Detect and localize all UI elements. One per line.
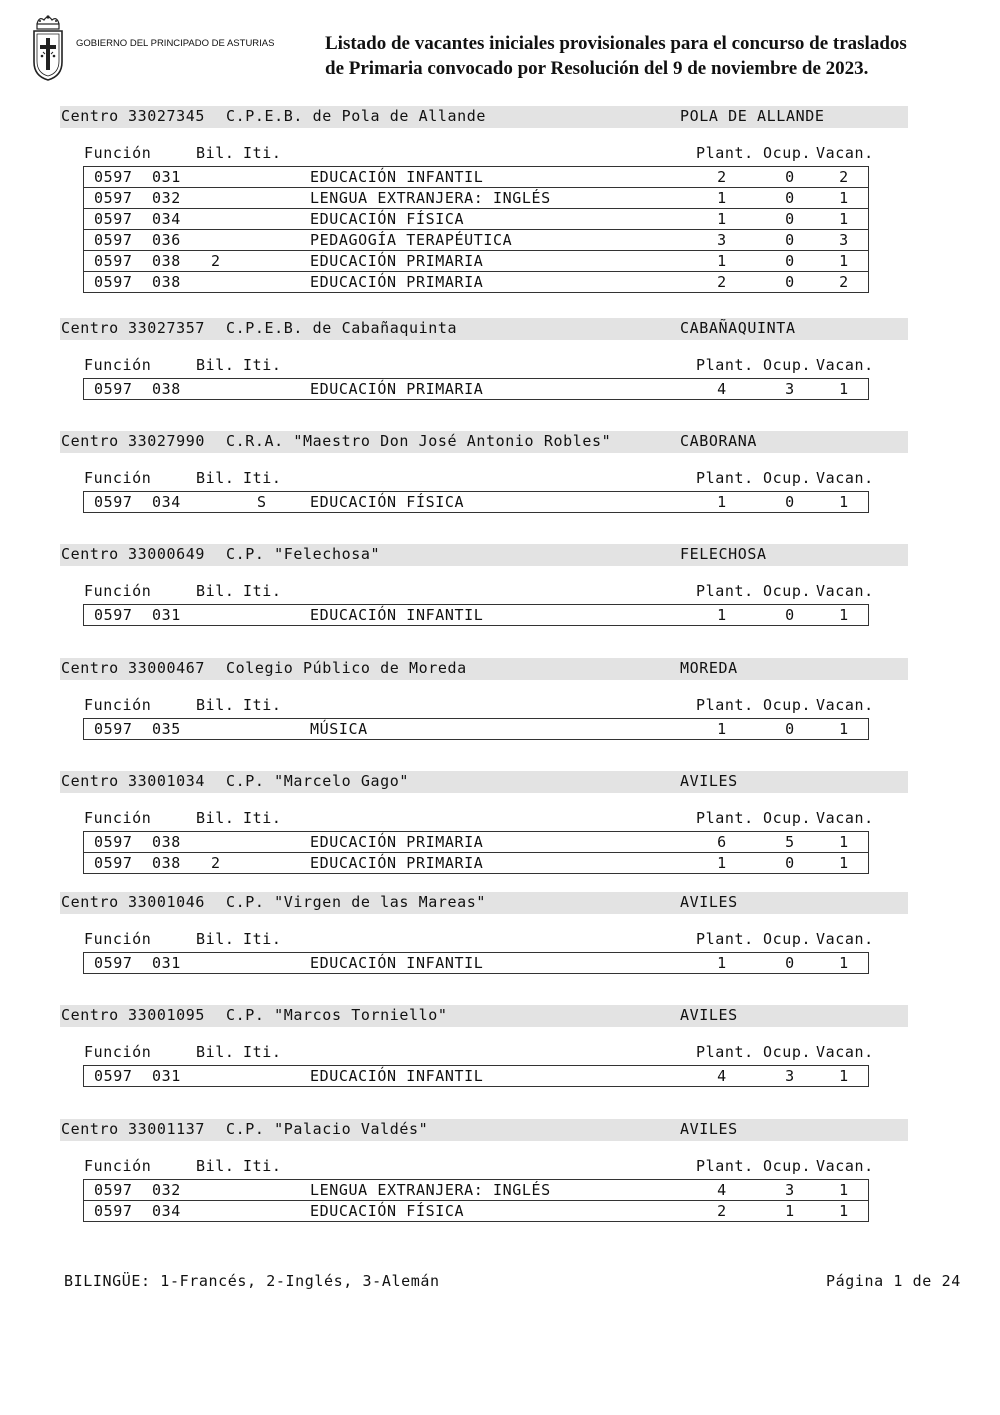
column-header-ocup: Ocup. bbox=[763, 696, 812, 714]
column-header-iti: Iti. bbox=[243, 582, 282, 600]
centro-code: 33000649 bbox=[128, 545, 206, 563]
centro-name: C.P.E.B. de Cabañaquinta bbox=[226, 319, 458, 337]
centro-label: Centro bbox=[61, 545, 119, 563]
especialidad-code: 032 bbox=[152, 1181, 181, 1199]
itinerante-flag: S bbox=[257, 493, 267, 511]
vacantes-value: 1 bbox=[839, 606, 849, 624]
plantilla-value: 2 bbox=[717, 273, 727, 291]
ocupadas-value: 0 bbox=[785, 954, 795, 972]
plantilla-value: 1 bbox=[717, 210, 727, 228]
centro-header bbox=[60, 771, 908, 793]
especialidad-code: 038 bbox=[152, 380, 181, 398]
column-header-plant: Plant. bbox=[696, 582, 754, 600]
table-row bbox=[83, 378, 869, 400]
column-header-vacan: Vacan. bbox=[816, 930, 874, 948]
column-header-plant: Plant. bbox=[696, 1157, 754, 1175]
especialidad-name: LENGUA EXTRANJERA: INGLÉS bbox=[310, 189, 551, 207]
centro-locality: AVILES bbox=[680, 1120, 738, 1138]
ocupadas-value: 3 bbox=[785, 380, 795, 398]
column-header-bil: Bil. bbox=[196, 1043, 235, 1061]
table-row bbox=[83, 718, 869, 740]
especialidad-code: 031 bbox=[152, 606, 181, 624]
centro-label: Centro bbox=[61, 432, 119, 450]
centro-name: C.P. "Marcelo Gago" bbox=[226, 772, 409, 790]
especialidad-name: EDUCACIÓN INFANTIL bbox=[310, 1067, 484, 1085]
centro-locality: FELECHOSA bbox=[680, 545, 767, 563]
column-header-iti: Iti. bbox=[243, 144, 282, 162]
cuerpo-code: 0597 bbox=[94, 833, 133, 851]
column-header-ocup: Ocup. bbox=[763, 930, 812, 948]
centro-header bbox=[60, 658, 908, 680]
vacancy-table bbox=[83, 1065, 869, 1087]
centro-header bbox=[60, 544, 908, 566]
title-line-2: de Primaria convocado por Resolución del 9 de noviembre de 2023. bbox=[325, 58, 869, 79]
ocupadas-value: 0 bbox=[785, 210, 795, 228]
column-header-plant: Plant. bbox=[696, 696, 754, 714]
plantilla-value: 3 bbox=[717, 231, 727, 249]
plantilla-value: 1 bbox=[717, 493, 727, 511]
column-header-bil: Bil. bbox=[196, 582, 235, 600]
centro-name: C.P. "Virgen de las Mareas" bbox=[226, 893, 487, 911]
cuerpo-code: 0597 bbox=[94, 606, 133, 624]
centro-code: 33000467 bbox=[128, 659, 206, 677]
column-header-funcion: Función bbox=[84, 696, 152, 714]
centro-code: 33001095 bbox=[128, 1006, 206, 1024]
ocupadas-value: 0 bbox=[785, 854, 795, 872]
vacantes-value: 2 bbox=[839, 273, 849, 291]
column-header-bil: Bil. bbox=[196, 469, 235, 487]
page-number: Página 1 de 24 bbox=[826, 1272, 961, 1290]
column-header-ocup: Ocup. bbox=[763, 469, 812, 487]
vacantes-value: 2 bbox=[839, 168, 849, 186]
column-header-ocup: Ocup. bbox=[763, 356, 812, 374]
column-header-plant: Plant. bbox=[696, 930, 754, 948]
centro-locality: CABAÑAQUINTA bbox=[680, 319, 796, 337]
centro-code: 33001137 bbox=[128, 1120, 206, 1138]
especialidad-name: EDUCACIÓN PRIMARIA bbox=[310, 833, 484, 851]
centro-name: C.R.A. "Maestro Don José Antonio Robles" bbox=[226, 432, 612, 450]
especialidad-name: EDUCACIÓN PRIMARIA bbox=[310, 273, 484, 291]
column-header-vacan: Vacan. bbox=[816, 469, 874, 487]
plantilla-value: 2 bbox=[717, 1202, 727, 1220]
column-header-ocup: Ocup. bbox=[763, 582, 812, 600]
especialidad-name: EDUCACIÓN INFANTIL bbox=[310, 168, 484, 186]
column-header-funcion: Función bbox=[84, 1157, 152, 1175]
vacantes-value: 1 bbox=[839, 493, 849, 511]
ocupadas-value: 0 bbox=[785, 189, 795, 207]
column-header-bil: Bil. bbox=[196, 809, 235, 827]
column-header-bil: Bil. bbox=[196, 696, 235, 714]
org-name: GOBIERNO DEL PRINCIPADO DE ASTURIAS bbox=[76, 38, 275, 49]
ocupadas-value: 0 bbox=[785, 273, 795, 291]
especialidad-name: EDUCACIÓN PRIMARIA bbox=[310, 252, 484, 270]
column-headers bbox=[83, 144, 903, 164]
centro-name: Colegio Público de Moreda bbox=[226, 659, 467, 677]
centro-name: C.P.E.B. de Pola de Allande bbox=[226, 107, 487, 125]
plantilla-value: 4 bbox=[717, 380, 727, 398]
vacantes-value: 1 bbox=[839, 210, 849, 228]
column-header-vacan: Vacan. bbox=[816, 356, 874, 374]
centro-label: Centro bbox=[61, 659, 119, 677]
column-header-vacan: Vacan. bbox=[816, 1157, 874, 1175]
column-headers bbox=[83, 356, 903, 376]
vacantes-value: 1 bbox=[839, 720, 849, 738]
table-row bbox=[83, 852, 869, 874]
column-headers bbox=[83, 930, 903, 950]
especialidad-code: 032 bbox=[152, 189, 181, 207]
vacancy-table bbox=[83, 952, 869, 974]
centro-label: Centro bbox=[61, 772, 119, 790]
column-header-ocup: Ocup. bbox=[763, 1157, 812, 1175]
column-header-plant: Plant. bbox=[696, 809, 754, 827]
cuerpo-code: 0597 bbox=[94, 854, 133, 872]
especialidad-name: EDUCACIÓN FÍSICA bbox=[310, 493, 465, 511]
vacantes-value: 3 bbox=[839, 231, 849, 249]
column-header-vacan: Vacan. bbox=[816, 696, 874, 714]
vacantes-value: 1 bbox=[839, 1067, 849, 1085]
vacantes-value: 1 bbox=[839, 189, 849, 207]
table-row bbox=[83, 952, 869, 974]
centro-locality: POLA DE ALLANDE bbox=[680, 107, 825, 125]
plantilla-value: 1 bbox=[717, 854, 727, 872]
vacantes-value: 1 bbox=[839, 954, 849, 972]
cuerpo-code: 0597 bbox=[94, 252, 133, 270]
title-line-1: Listado de vacantes iniciales provisionales para el concurso de traslados bbox=[325, 33, 907, 54]
centro-code: 33001046 bbox=[128, 893, 206, 911]
cuerpo-code: 0597 bbox=[94, 1202, 133, 1220]
column-header-iti: Iti. bbox=[243, 1043, 282, 1061]
cuerpo-code: 0597 bbox=[94, 954, 133, 972]
vacancy-table bbox=[83, 604, 869, 626]
table-row bbox=[83, 229, 869, 251]
especialidad-code: 036 bbox=[152, 231, 181, 249]
column-header-funcion: Función bbox=[84, 809, 152, 827]
especialidad-name: EDUCACIÓN PRIMARIA bbox=[310, 380, 484, 398]
column-headers bbox=[83, 469, 903, 489]
centro-locality: MOREDA bbox=[680, 659, 738, 677]
vacantes-value: 1 bbox=[839, 833, 849, 851]
especialidad-name: EDUCACIÓN INFANTIL bbox=[310, 954, 484, 972]
ocupadas-value: 1 bbox=[785, 1202, 795, 1220]
ocupadas-value: 0 bbox=[785, 606, 795, 624]
table-row bbox=[83, 1179, 869, 1201]
ocupadas-value: 5 bbox=[785, 833, 795, 851]
plantilla-value: 4 bbox=[717, 1181, 727, 1199]
column-header-funcion: Función bbox=[84, 469, 152, 487]
bilingue-code: 2 bbox=[211, 854, 221, 872]
especialidad-code: 031 bbox=[152, 168, 181, 186]
centro-label: Centro bbox=[61, 1006, 119, 1024]
column-header-plant: Plant. bbox=[696, 1043, 754, 1061]
column-headers bbox=[83, 696, 903, 716]
column-header-vacan: Vacan. bbox=[816, 144, 874, 162]
especialidad-name: PEDAGOGÍA TERAPÉUTICA bbox=[310, 231, 513, 249]
column-header-plant: Plant. bbox=[696, 356, 754, 374]
column-header-iti: Iti. bbox=[243, 1157, 282, 1175]
centro-header bbox=[60, 431, 908, 453]
especialidad-code: 031 bbox=[152, 954, 181, 972]
vacantes-value: 1 bbox=[839, 252, 849, 270]
especialidad-code: 038 bbox=[152, 273, 181, 291]
centro-name: C.P. "Marcos Torniello" bbox=[226, 1006, 448, 1024]
centro-name: C.P. "Felechosa" bbox=[226, 545, 381, 563]
table-row bbox=[83, 187, 869, 209]
cuerpo-code: 0597 bbox=[94, 1067, 133, 1085]
cuerpo-code: 0597 bbox=[94, 168, 133, 186]
especialidad-code: 038 bbox=[152, 854, 181, 872]
vacancy-table bbox=[83, 491, 869, 513]
table-row bbox=[83, 271, 869, 293]
table-row bbox=[83, 166, 869, 188]
column-header-vacan: Vacan. bbox=[816, 1043, 874, 1061]
especialidad-name: EDUCACIÓN FÍSICA bbox=[310, 1202, 465, 1220]
column-header-bil: Bil. bbox=[196, 930, 235, 948]
especialidad-name: MÚSICA bbox=[310, 720, 368, 738]
centro-header bbox=[60, 1119, 908, 1141]
cuerpo-code: 0597 bbox=[94, 493, 133, 511]
centro-locality: AVILES bbox=[680, 893, 738, 911]
cuerpo-code: 0597 bbox=[94, 720, 133, 738]
column-header-funcion: Función bbox=[84, 1043, 152, 1061]
especialidad-name: EDUCACIÓN FÍSICA bbox=[310, 210, 465, 228]
ocupadas-value: 0 bbox=[785, 493, 795, 511]
centro-code: 33027345 bbox=[128, 107, 206, 125]
especialidad-code: 031 bbox=[152, 1067, 181, 1085]
column-header-bil: Bil. bbox=[196, 1157, 235, 1175]
ocupadas-value: 3 bbox=[785, 1067, 795, 1085]
plantilla-value: 1 bbox=[717, 189, 727, 207]
plantilla-value: 2 bbox=[717, 168, 727, 186]
plantilla-value: 1 bbox=[717, 252, 727, 270]
column-header-iti: Iti. bbox=[243, 930, 282, 948]
column-header-funcion: Función bbox=[84, 582, 152, 600]
especialidad-name: EDUCACIÓN PRIMARIA bbox=[310, 854, 484, 872]
vacantes-value: 1 bbox=[839, 380, 849, 398]
column-headers bbox=[83, 1043, 903, 1063]
column-header-ocup: Ocup. bbox=[763, 1043, 812, 1061]
plantilla-value: 4 bbox=[717, 1067, 727, 1085]
ocupadas-value: 0 bbox=[785, 231, 795, 249]
column-header-iti: Iti. bbox=[243, 696, 282, 714]
column-header-iti: Iti. bbox=[243, 469, 282, 487]
plantilla-value: 6 bbox=[717, 833, 727, 851]
vacancy-table bbox=[83, 166, 869, 293]
bilingual-legend: BILINGÜE: 1-Francés, 2-Inglés, 3-Alemán bbox=[64, 1272, 440, 1290]
centro-label: Centro bbox=[61, 1120, 119, 1138]
centro-label: Centro bbox=[61, 319, 119, 337]
column-header-vacan: Vacan. bbox=[816, 582, 874, 600]
especialidad-name: LENGUA EXTRANJERA: INGLÉS bbox=[310, 1181, 551, 1199]
ocupadas-value: 0 bbox=[785, 252, 795, 270]
vacantes-value: 1 bbox=[839, 854, 849, 872]
column-header-ocup: Ocup. bbox=[763, 144, 812, 162]
vacancy-table bbox=[83, 1179, 869, 1222]
column-header-plant: Plant. bbox=[696, 469, 754, 487]
table-row bbox=[83, 831, 869, 853]
column-header-funcion: Función bbox=[84, 356, 152, 374]
plantilla-value: 1 bbox=[717, 954, 727, 972]
especialidad-code: 034 bbox=[152, 1202, 181, 1220]
centro-locality: CABORANA bbox=[680, 432, 758, 450]
centro-header bbox=[60, 1005, 908, 1027]
cuerpo-code: 0597 bbox=[94, 189, 133, 207]
centro-name: C.P. "Palacio Valdés" bbox=[226, 1120, 429, 1138]
especialidad-code: 038 bbox=[152, 252, 181, 270]
column-header-bil: Bil. bbox=[196, 144, 235, 162]
especialidad-code: 035 bbox=[152, 720, 181, 738]
cuerpo-code: 0597 bbox=[94, 380, 133, 398]
cuerpo-code: 0597 bbox=[94, 210, 133, 228]
column-header-funcion: Función bbox=[84, 144, 152, 162]
vacantes-value: 1 bbox=[839, 1181, 849, 1199]
vacancy-table bbox=[83, 718, 869, 740]
centro-header bbox=[60, 892, 908, 914]
column-header-iti: Iti. bbox=[243, 356, 282, 374]
table-row bbox=[83, 208, 869, 230]
column-headers bbox=[83, 582, 903, 602]
column-header-ocup: Ocup. bbox=[763, 809, 812, 827]
column-header-bil: Bil. bbox=[196, 356, 235, 374]
table-row bbox=[83, 491, 869, 513]
bilingue-code: 2 bbox=[211, 252, 221, 270]
centro-label: Centro bbox=[61, 893, 119, 911]
cuerpo-code: 0597 bbox=[94, 231, 133, 249]
centro-code: 33027990 bbox=[128, 432, 206, 450]
plantilla-value: 1 bbox=[717, 606, 727, 624]
column-header-vacan: Vacan. bbox=[816, 809, 874, 827]
ocupadas-value: 0 bbox=[785, 168, 795, 186]
especialidad-code: 034 bbox=[152, 210, 181, 228]
column-header-plant: Plant. bbox=[696, 144, 754, 162]
centro-code: 33027357 bbox=[128, 319, 206, 337]
especialidad-code: 038 bbox=[152, 833, 181, 851]
centro-locality: AVILES bbox=[680, 772, 738, 790]
vacancy-table bbox=[83, 378, 869, 400]
table-row bbox=[83, 604, 869, 626]
especialidad-code: 034 bbox=[152, 493, 181, 511]
table-row bbox=[83, 1200, 869, 1222]
cuerpo-code: 0597 bbox=[94, 1181, 133, 1199]
plantilla-value: 1 bbox=[717, 720, 727, 738]
vacancy-table bbox=[83, 831, 869, 874]
especialidad-name: EDUCACIÓN INFANTIL bbox=[310, 606, 484, 624]
centro-label: Centro bbox=[61, 107, 119, 125]
centro-header bbox=[60, 318, 908, 340]
cuerpo-code: 0597 bbox=[94, 273, 133, 291]
centro-header bbox=[60, 106, 908, 128]
column-header-funcion: Función bbox=[84, 930, 152, 948]
centro-locality: AVILES bbox=[680, 1006, 738, 1024]
table-row bbox=[83, 1065, 869, 1087]
column-headers bbox=[83, 1157, 903, 1177]
vacantes-value: 1 bbox=[839, 1202, 849, 1220]
centro-code: 33001034 bbox=[128, 772, 206, 790]
column-header-iti: Iti. bbox=[243, 809, 282, 827]
table-row bbox=[83, 250, 869, 272]
column-headers bbox=[83, 809, 903, 829]
ocupadas-value: 0 bbox=[785, 720, 795, 738]
ocupadas-value: 3 bbox=[785, 1181, 795, 1199]
